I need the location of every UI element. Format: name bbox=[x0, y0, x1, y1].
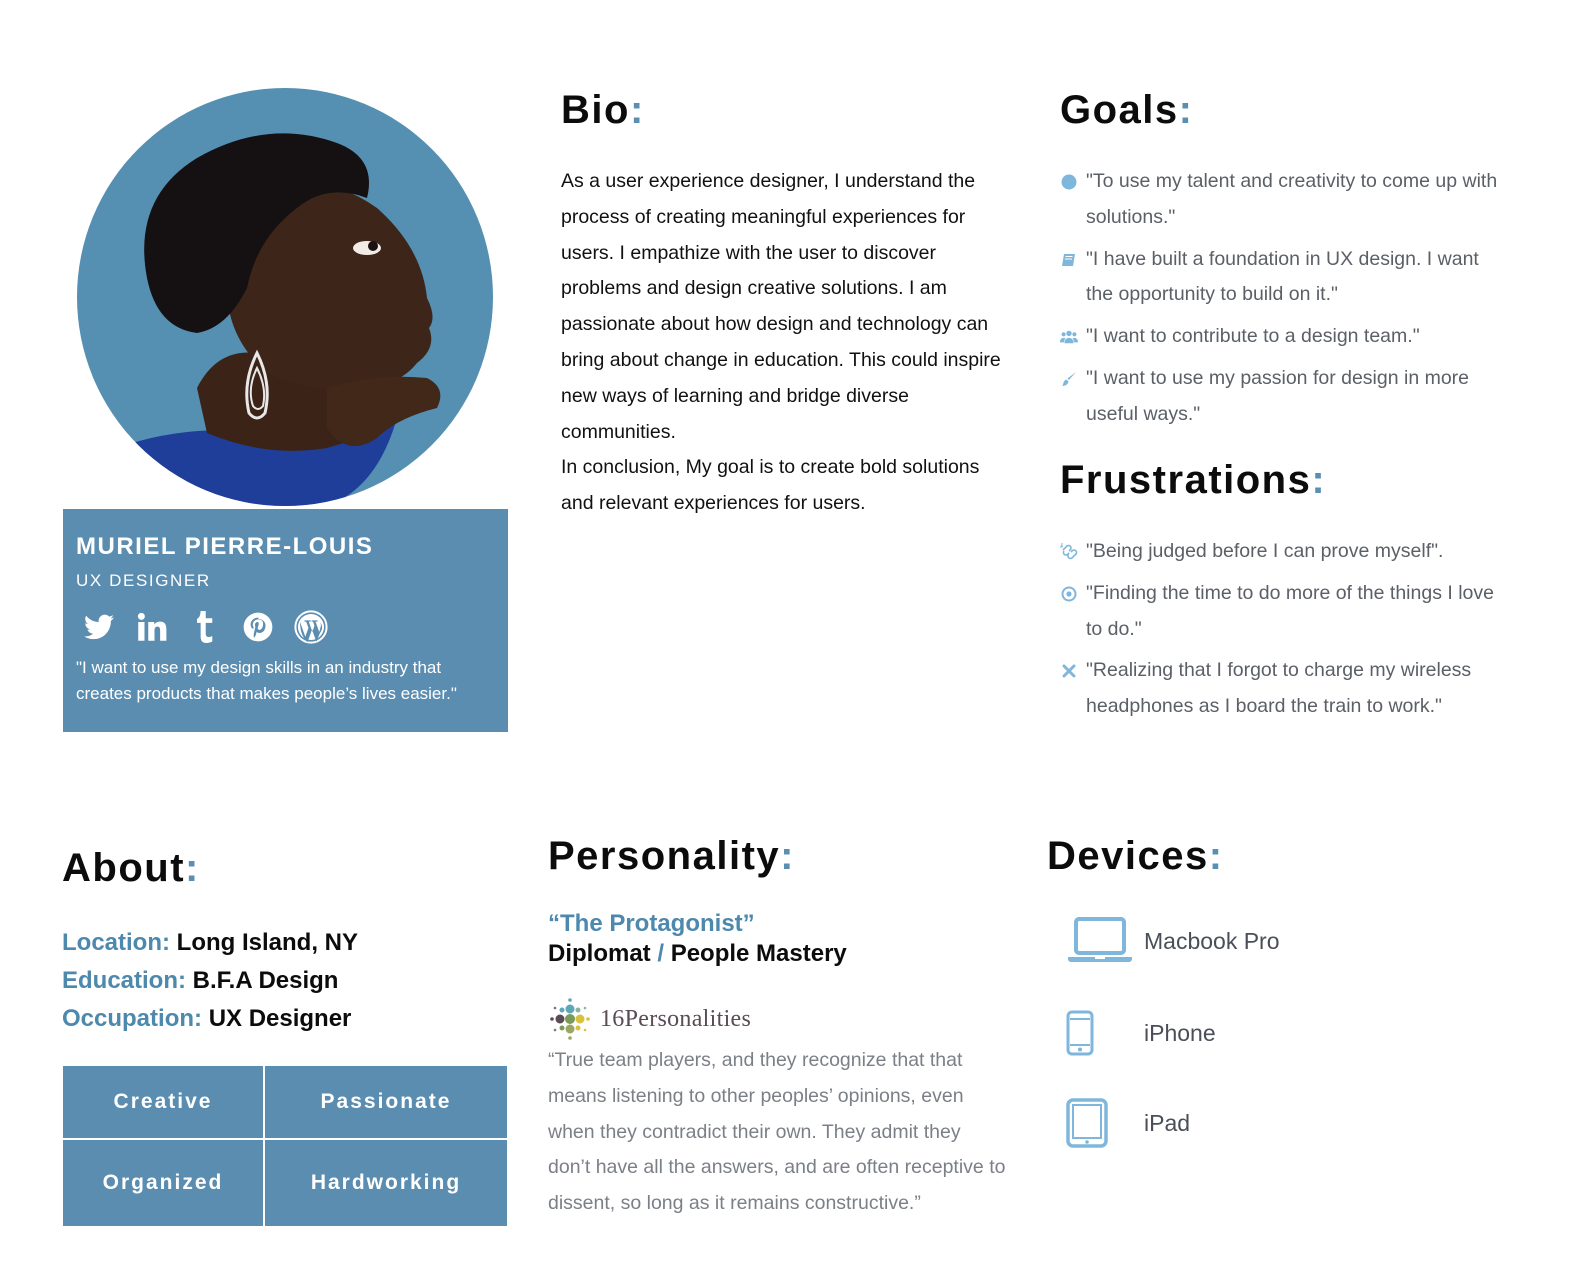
device-label: iPhone bbox=[1144, 1020, 1216, 1046]
bio-heading-text: Bio bbox=[561, 88, 630, 132]
bio-heading bbox=[561, 90, 645, 130]
traits-grid bbox=[63, 1066, 507, 1226]
heading-colon: : bbox=[1178, 88, 1194, 132]
goals-heading-text: Goals bbox=[1060, 88, 1179, 132]
role-diplomat: Diplomat bbox=[548, 940, 651, 967]
role-people-mastery: People Mastery bbox=[670, 940, 847, 967]
team-icon bbox=[1060, 328, 1078, 346]
about-education bbox=[62, 962, 358, 1000]
frustrations-list bbox=[1060, 534, 1510, 731]
social-links bbox=[81, 609, 329, 645]
about-occupation bbox=[62, 1000, 358, 1038]
cross-icon bbox=[1060, 662, 1078, 680]
goal-text: "To use my talent and creativity to come up with solutions." bbox=[1086, 170, 1498, 228]
device-label: iPad bbox=[1144, 1110, 1191, 1136]
personality-heading bbox=[548, 836, 795, 876]
devices-heading-text: Devices bbox=[1047, 834, 1209, 878]
personality-roles bbox=[548, 940, 847, 968]
about-heading-text: About bbox=[62, 846, 186, 890]
16personalities-logo-text: 16Personalities bbox=[600, 1005, 752, 1032]
frustration-item bbox=[1060, 576, 1510, 648]
role-separator: / bbox=[657, 940, 665, 967]
linkedin-icon[interactable] bbox=[134, 609, 170, 645]
heading-colon: : bbox=[1208, 834, 1224, 878]
personality-heading-text: Personality bbox=[548, 834, 781, 878]
about-details bbox=[62, 924, 358, 1038]
goal-text: "I have built a foundation in UX design. I want the opportunity to build on it." bbox=[1086, 247, 1479, 306]
frustrations-heading-text: Frustrations bbox=[1060, 458, 1312, 502]
trait-tile: Hardworking bbox=[265, 1140, 507, 1226]
profile-card bbox=[63, 509, 508, 732]
trait-tile: Organized bbox=[63, 1140, 263, 1226]
pinterest-icon[interactable] bbox=[240, 609, 276, 645]
target-icon bbox=[1060, 585, 1078, 603]
education-label: Education: bbox=[62, 967, 186, 994]
profile-role: UX DESIGNER bbox=[76, 571, 211, 590]
goal-item bbox=[1060, 361, 1510, 433]
occupation-label: Occupation: bbox=[62, 1005, 203, 1032]
bio-paragraph: In conclusion, My goal is to create bold solutions and relevant experiences for users. bbox=[561, 456, 980, 515]
trait-tile: Passionate bbox=[265, 1066, 507, 1138]
frustration-text: "Being judged before I can prove myself". bbox=[1086, 540, 1444, 562]
device-label: Macbook Pro bbox=[1144, 928, 1280, 954]
bio-text bbox=[561, 164, 1016, 522]
brush-icon bbox=[1060, 370, 1078, 388]
portrait-illustration bbox=[77, 88, 493, 506]
frustration-item bbox=[1060, 653, 1510, 725]
heading-colon: : bbox=[629, 88, 645, 132]
location-value: Long Island, NY bbox=[176, 929, 359, 956]
heading-colon: : bbox=[780, 834, 795, 878]
book-icon bbox=[1060, 251, 1078, 269]
laptop-icon bbox=[1066, 916, 1134, 964]
heading-colon: : bbox=[1311, 458, 1327, 502]
about-heading bbox=[62, 848, 200, 888]
goal-text: "I want to contribute to a design team." bbox=[1086, 325, 1420, 348]
trait-tile: Creative bbox=[63, 1066, 263, 1138]
goal-text: "I want to use my passion for design in more useful ways." bbox=[1086, 366, 1470, 425]
heading-colon: : bbox=[185, 846, 200, 890]
16personalities-logo-mark bbox=[546, 996, 594, 1042]
twitter-icon[interactable] bbox=[81, 609, 117, 645]
device-item bbox=[1066, 916, 1280, 964]
bio-paragraph: As a user experience designer, I understand the process of creating meaningful experiences for users. I empathize with the user to discover problems and design creative solutions. I am passionate about how design and technology can bring about change in education. This could inspire new ways of learning and bridge diverse communities. bbox=[561, 170, 1001, 443]
frustration-text: "Finding the time to do more of the things I love to do." bbox=[1086, 581, 1494, 640]
wordpress-icon[interactable] bbox=[293, 609, 329, 645]
occupation-value: UX Designer bbox=[208, 1005, 352, 1032]
profile-photo bbox=[77, 88, 493, 506]
frustrations-heading bbox=[1060, 460, 1326, 500]
profile-quote: "I want to use my design skills in an industry that creates products that makes people’s lives easier." bbox=[76, 658, 457, 703]
frustration-text: "Realizing that I forgot to charge my wireless headphones as I board the train to work." bbox=[1086, 659, 1472, 718]
personality-quote: “True team players, and they recognize that that means listening to other peoples’ opinions, even when they contradict their own. They admit they don’t have all the answers, and are often receptive to dissent, so long as it remains constructive.” bbox=[548, 1049, 1006, 1215]
goals-heading bbox=[1060, 90, 1193, 130]
profile-name: MURIEL PIERRE-LOUIS bbox=[76, 533, 374, 560]
tumblr-icon[interactable] bbox=[187, 609, 223, 645]
about-location bbox=[62, 924, 358, 962]
device-item bbox=[1066, 1010, 1216, 1056]
phone-icon bbox=[1066, 1010, 1134, 1056]
goal-item bbox=[1060, 319, 1510, 355]
broken-link-icon bbox=[1060, 543, 1078, 561]
devices-heading bbox=[1047, 836, 1224, 876]
education-value: B.F.A Design bbox=[192, 967, 339, 994]
dot-icon bbox=[1060, 173, 1078, 191]
tablet-icon bbox=[1066, 1098, 1134, 1148]
personality-type: “The Protagonist” bbox=[548, 910, 755, 937]
goal-item bbox=[1060, 242, 1510, 314]
goals-list bbox=[1060, 164, 1510, 439]
goal-item bbox=[1060, 164, 1510, 236]
device-item bbox=[1066, 1098, 1191, 1148]
16personalities-logo[interactable] bbox=[546, 996, 751, 1042]
location-label: Location: bbox=[62, 929, 170, 956]
frustration-item bbox=[1060, 534, 1510, 570]
